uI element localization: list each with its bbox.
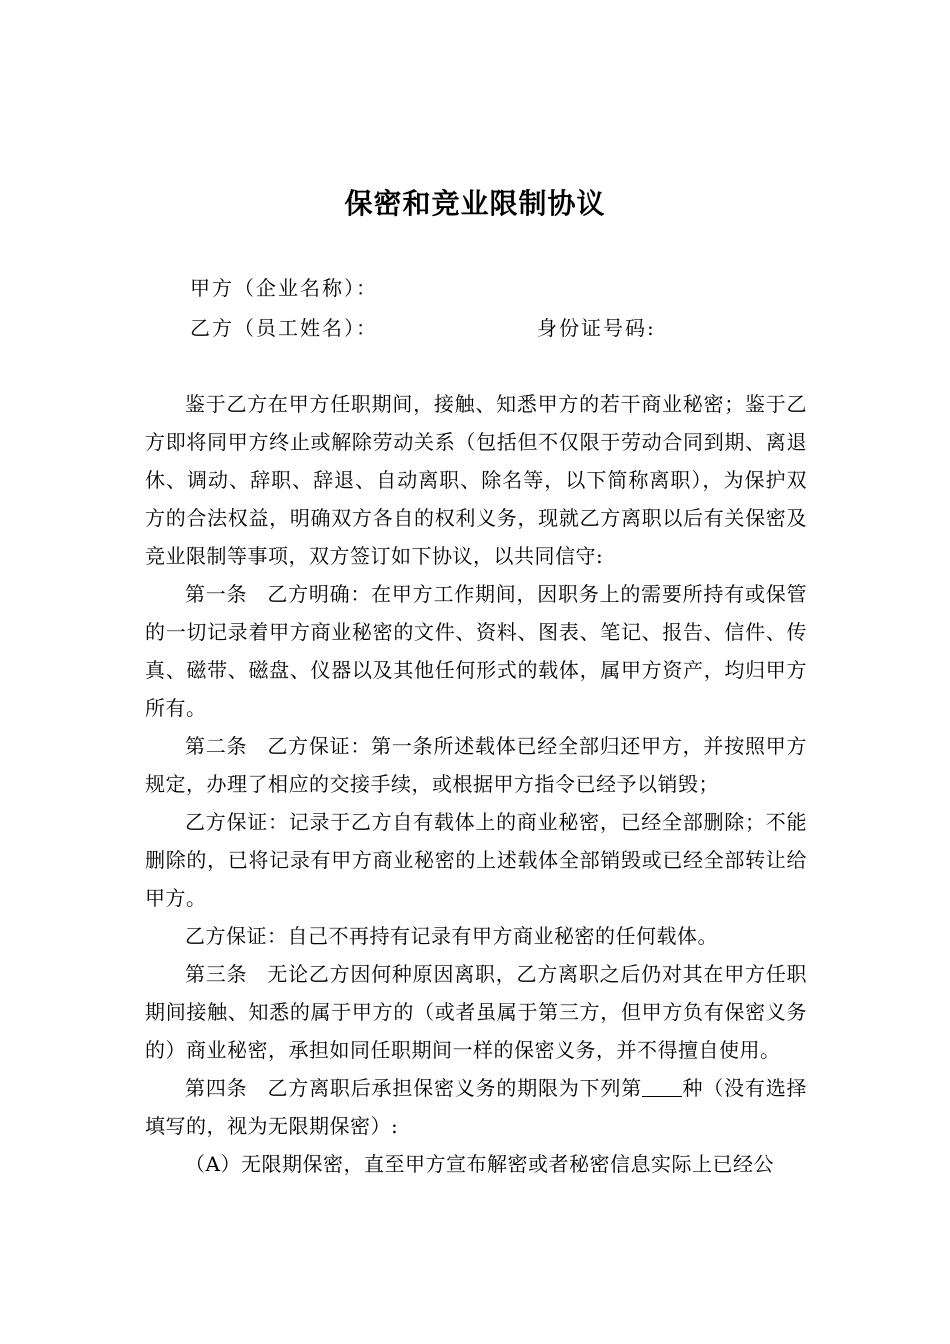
clause-1 xyxy=(145,575,807,727)
clause-4-text-before: 乙方离职后承担保密义务的期限为下列第 xyxy=(267,1076,643,1100)
clause-3 xyxy=(145,955,807,1069)
clause-2-number: 第二条 xyxy=(185,734,248,758)
party-a-label: 甲方（企业名称）： xyxy=(190,276,378,300)
clause-2-text: 乙方保证：第一条所述载体已经全部归还甲方，并按照甲方规定，办理了相应的交接手续，或根据甲方指令已经予以销毁； xyxy=(145,734,808,796)
clause-2-paragraph-2: 乙方保证：记录于乙方自有载体上的商业秘密，已经全部删除；不能删除的，已将记录有甲方商业秘密的上述载体全部销毁或已经全部转让给甲方。 xyxy=(145,810,807,910)
clause-3-number: 第三条 xyxy=(185,962,248,986)
clause-1-number: 第一条 xyxy=(185,582,248,606)
party-b-label: 乙方（员工姓名）： xyxy=(190,316,378,340)
clause-2 xyxy=(145,727,807,803)
clause-4-number: 第四条 xyxy=(185,1076,248,1100)
clause-4-text-after: 种（没有选择填写的，视为无限期保密）: xyxy=(145,1076,808,1138)
clause-2-paragraph-3: 乙方保证：自己不再持有记录有甲方商业秘密的任何载体。 xyxy=(185,924,718,948)
document-title: 保密和竞业限制协议 xyxy=(344,187,606,220)
agreement-body xyxy=(145,385,807,1183)
option-a: （A）无限期保密，直至甲方宣布解密或者秘密信息实际上已经公 xyxy=(185,1152,774,1176)
id-number-label: 身份证号码: xyxy=(537,316,656,340)
preamble-paragraph: 鉴于乙方在甲方任职期间，接触、知悉甲方的若干商业秘密；鉴于乙方即将同甲方终止或解除劳动关系（包括但不仅限于劳动合同到期、离退休、调动、辞职、辞退、自动离职、除名等，以下简称离职），为保护双方的合法权益，明确双方各自的权利义务，现就乙方离职以后有关保密及竞业限制等事项，双方签订如下协议，以共同信守: xyxy=(145,392,807,568)
clause-4 xyxy=(145,1069,807,1145)
clause-3-text: 无论乙方因何种原因离职，乙方离职之后仍对其在甲方任职期间接触、知悉的属于甲方的（或者虽属于第三方，但甲方负有保密义务的）商业秘密，承担如同任职期间一样的保密义务，并不得擅自使用。 xyxy=(145,962,808,1062)
clause-4-blank xyxy=(642,1076,682,1097)
clause-1-text: 乙方明确：在甲方工作期间，因职务上的需要所持有或保管的一切记录着甲方商业秘密的文件、资料、图表、笔记、报告、信件、传真、磁带、磁盘、仪器以及其他任何形式的载体，属甲方资产，均归甲方所有。 xyxy=(145,582,808,720)
